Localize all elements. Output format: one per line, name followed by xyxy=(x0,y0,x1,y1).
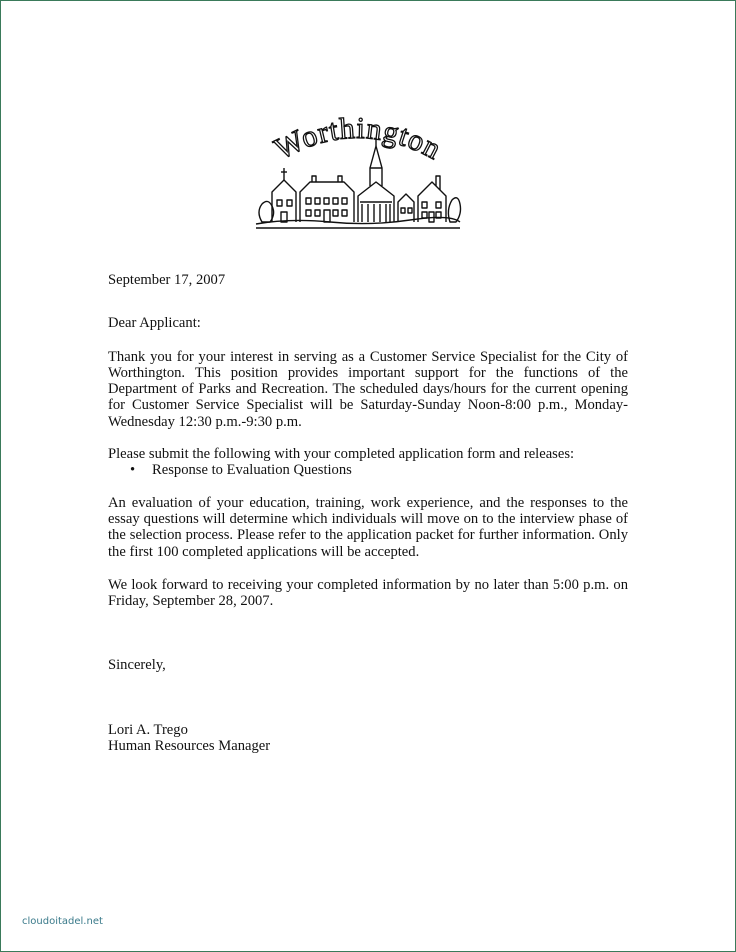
letter-date: September 17, 2007 xyxy=(108,272,226,288)
signatory-title: Human Resources Manager xyxy=(108,738,271,755)
letter-closing: Sincerely, xyxy=(108,657,166,674)
signatory-name: Lori A. Trego xyxy=(108,721,188,738)
paragraph-1: Thank you for your interest in serving as a Customer Service Specialist for the City of Worthington. This position provides important support for the functions of the Department of Parks and Recreation. The scheduled days/hours for the current opening for Customer Service Specialist will be Saturday-Sunday Noon-8:00 p.m., Monday-Wednesday 12:30 p.m.-9:30 p.m. xyxy=(108,348,628,430)
list-item xyxy=(130,462,628,478)
paragraph-3: An evaluation of your education, training, work experience, and the responses to the essay questions will determine which individuals will move on to the interview phase of the selection process. Please refer to the application packet for further information. Only the first 100 completed applications will be accepted. xyxy=(108,494,628,560)
logo-wordmark: Worthington xyxy=(269,112,447,167)
letter-body xyxy=(108,272,628,754)
svg-text:Worthington xyxy=(269,112,447,166)
bullet-icon: • xyxy=(130,462,136,479)
paragraph-2-intro: Please submit the following with your completed application form and releases: xyxy=(108,446,575,463)
letter-salutation: Dear Applicant: xyxy=(108,315,201,332)
list-item-text: Response to Evaluation Questions xyxy=(152,462,352,479)
requirements-list xyxy=(108,462,628,478)
paragraph-4: We look forward to receiving your completed information by no later than 5:00 p.m. on Friday, September 28, 2007. xyxy=(108,576,628,610)
worthington-logo xyxy=(250,112,464,238)
watermark-text: cloudoitadel.net xyxy=(22,916,103,927)
